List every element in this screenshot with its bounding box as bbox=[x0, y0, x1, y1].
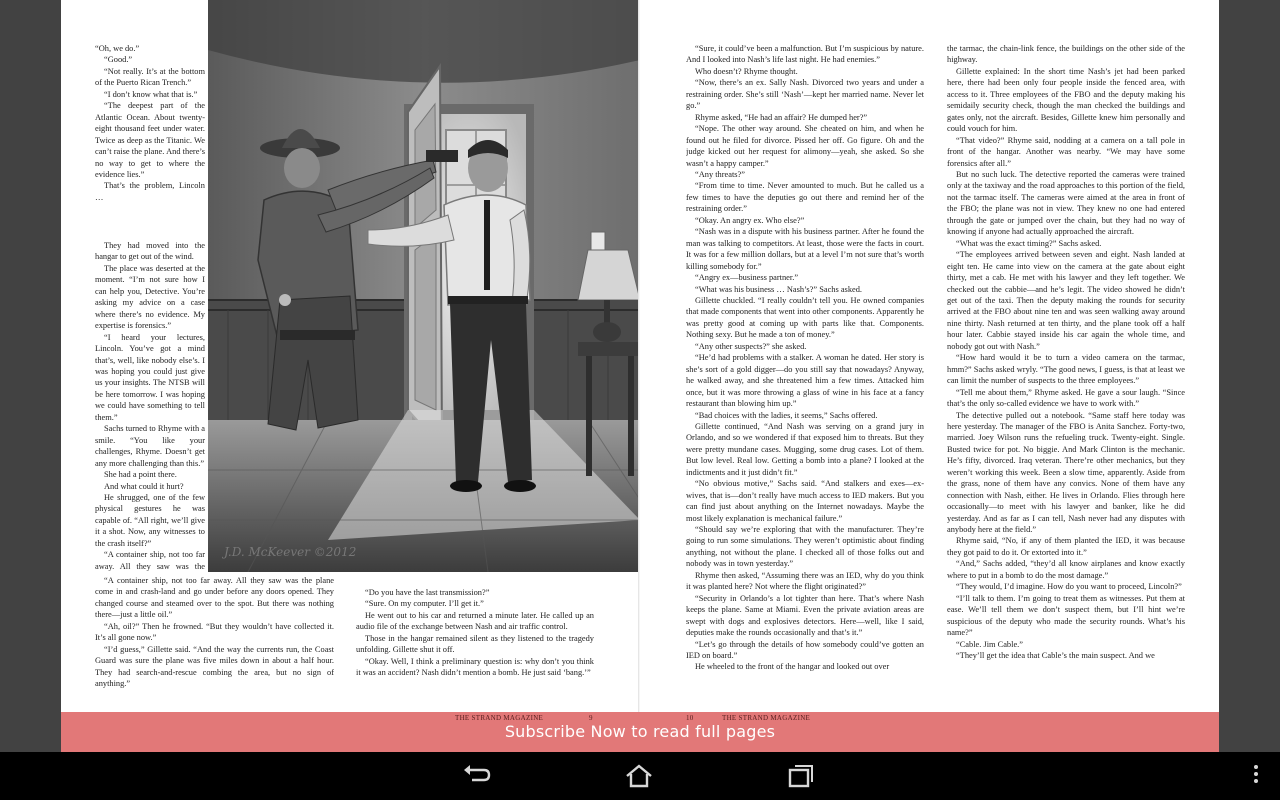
body-paragraph: “Do you have the last transmission?” bbox=[365, 588, 490, 597]
body-paragraph: “Sure. On my computer. I’ll get it.” bbox=[365, 599, 484, 609]
body-paragraph: “They would, I’d imagine. How do you want to proceed, Lincoln?” bbox=[956, 582, 1182, 592]
body-paragraph: “Now, there’s an ex. Sally Nash. Divorced two years and under a restraining order. She’s still ‘Nash’—kept her married name. Never let go.” bbox=[686, 78, 924, 111]
subscribe-label[interactable]: Subscribe Now to read full pages bbox=[504, 722, 776, 741]
text-column bbox=[95, 43, 205, 231]
text-column bbox=[95, 240, 205, 572]
body-paragraph: Gillette continued, “And Nash was serving on a grand jury in Orlando, and so we wondered if that exposed him to threats. But they were pretty mundane cases. Mugging, some drug cases. Lot of them. But low level. Real low. Getting a bomb into a plane? I looked at the indictments and it just didn’t fit.” bbox=[686, 421, 924, 477]
page-number: 10 bbox=[686, 714, 694, 722]
body-paragraph: “Cable. Jim Cable.” bbox=[956, 639, 1023, 649]
body-paragraph: “From time to time. Never amounted to much. But he called us a few times to have the deputies go out there and remind her of the restraining order.” bbox=[686, 181, 924, 214]
body-paragraph: Rhyme said, “No, if any of them planted the IED, it was because they got paid to do it. Or extorted into it.” bbox=[947, 536, 1185, 557]
text-column bbox=[947, 43, 1185, 693]
body-paragraph: “No obvious motive,” Sachs said. “And stalkers and exes—ex-wives, that is—don’t really have much access to IED makers. But you can find just about anything on the Internet nowadays. Maybe the most likely explanation is mechanical failure.” bbox=[686, 479, 924, 523]
body-paragraph: “Ah, oil?” Then he frowned. “But they wouldn’t have collected it. It’s all gone now.” bbox=[95, 621, 334, 643]
magazine-page-right[interactable] bbox=[640, 0, 1219, 712]
body-paragraph: He shrugged, one of the few physical gestures he was capable of. “All right, we’ll give it a shot. Now, any witnesses to the crash itself?” bbox=[95, 492, 205, 548]
body-paragraph: “I’d guess,” Gillette said. “And the way the currents run, the Coast Guard was sure the plane was five miles down in about a half hour. They had search-and-rescue combing the area, but no sign of anything.” bbox=[95, 644, 334, 689]
body-paragraph: “Any threats?” bbox=[695, 169, 745, 179]
body-paragraph: Rhyme then asked, “Assuming there was an IED, why do you think it was planted here? Not where the flight originated?” bbox=[686, 570, 924, 592]
body-paragraph: That’s the problem, Lincoln … bbox=[95, 181, 205, 202]
overflow-menu-button[interactable] bbox=[1244, 760, 1268, 792]
body-paragraph: “Tell me about them,” Rhyme asked. He gave a sour laugh. “Since that’s the only so-called evidence we have to work with.” bbox=[947, 387, 1185, 409]
story-illustration bbox=[208, 0, 640, 572]
body-paragraph: “Bad choices with the ladies, it seems,” Sachs offered. bbox=[695, 410, 878, 420]
body-paragraph: He wheeled to the front of the hangar and looked out over bbox=[695, 662, 890, 672]
body-paragraph: He went out to his car and returned a minute later. He called up an audio file of the exchange between Nash and air traffic control. bbox=[356, 610, 594, 632]
page-number: 9 bbox=[589, 714, 593, 722]
home-icon bbox=[624, 764, 654, 788]
body-paragraph: “Not really. It’s at the bottom of the Puerto Rican Trench.” bbox=[95, 66, 205, 88]
body-paragraph: But no such luck. The detective reported the cameras were trained only at the taxiway and the road approaches to this portion of the field, not the tarmac itself. The cameras were aimed at the area in front of the FBO; the plane was not in view. They knew no one had entered through the gate or jumped over the chain, but they had no way of knowing if anyone had actually approached the aircraft. bbox=[947, 169, 1185, 237]
body-paragraph: “A container ship, not too far away. All they saw was the plane come in and crash-land and go under before any doors opened. They changed course and steamed over to the spot. But there was nothing there—just a little oil.” bbox=[95, 576, 334, 620]
body-paragraph: “I’ll talk to them. I’m going to treat them as witnesses. Put them at ease. We’ll tell them we don’t suspect them, but I’ll hint we’re suspicious of the deputy who made the security rounds. What’s his name?” bbox=[947, 593, 1185, 638]
body-paragraph: “And,” Sachs added, “they’d all know airplanes and know exactly where to put in a bomb to do the most damage.” bbox=[947, 559, 1185, 580]
text-column bbox=[686, 43, 924, 693]
body-paragraph: “Okay. Well, I think a preliminary question is: why don’t you think it was an accident? Nash didn’t mention a bomb. He just said ‘bang.’” bbox=[356, 656, 594, 678]
body-paragraph: “Let’s go through the details of how somebody could’ve gotten an IED on board.” bbox=[686, 639, 924, 661]
body-paragraph: “I heard your lectures, Lincoln. You’ve got a mind that’s, well, like nobody else’s. I was hoping you could just give us your insights. The NTSB will be here tomorrow. I was hoping we could have something to tell them.” bbox=[95, 332, 205, 422]
body-paragraph: Rhyme asked, “He had an affair? He dumped her?” bbox=[695, 112, 868, 122]
home-button[interactable] bbox=[613, 760, 665, 792]
body-paragraph: Those in the hangar remained silent as they listened to the tragedy unfolding. Gillette shut it off. bbox=[356, 633, 594, 655]
body-paragraph: Gillette explained: In the short time Nash’s jet had been parked here, there had been only four people inside the fenced area, with access to it. Three employees of the FBO and the deputy making his semidaily security check, though the man checked the buildings and gates only, not the aircraft. Besides, Gillette knew him personally and could vouch for him. bbox=[947, 66, 1185, 134]
text-column bbox=[95, 575, 334, 693]
body-paragraph: Who doesn’t? Rhyme thought. bbox=[695, 66, 798, 76]
body-paragraph: “Any other suspects?” she asked. bbox=[695, 341, 807, 351]
body-paragraph: The place was deserted at the moment. “I’m not sure how I can help you, Detective. You’re asking my advice on a case where there’s no evidence. My expertise is forensics.” bbox=[95, 263, 205, 331]
body-paragraph: “The employees arrived between seven and eight. Nash landed at eight ten. He came into view on the camera at the gate about eight thirty, met a cab. He met with his lawyer and they left together. We checked out the cabbie—and he’s legit. The video showed he didn’t get out of the taxi. Then the deputy making the rounds for security arrived at the FBO about nine ten and was seen walking away around nine thirty. Nash returned at ten thirty, and the plane took off a half hour later. Cabbie stayed inside his car again the whole time, and nobody got out with Nash.” bbox=[947, 250, 1185, 351]
body-paragraph: “Okay. An angry ex. Who else?” bbox=[695, 215, 805, 225]
body-paragraph: “Nash was in a dispute with his business partner. After he found the man was talking to competitors. At least, those were the facts in court. It was for a few million dollars, but at a level I’m not sure that’s worth killing somebody for.” bbox=[686, 227, 924, 271]
body-paragraph: Sachs turned to Rhyme with a smile. “You like your challenges, Rhyme. Doesn’t get any more challenging than this.” bbox=[95, 424, 205, 468]
body-paragraph: “I don’t know what that is.” bbox=[104, 89, 198, 99]
body-paragraph: “They’ll get the idea that Cable’s the main suspect. And we bbox=[956, 651, 1155, 661]
body-paragraph: “Security in Orlando’s a lot tighter than here. That’s where Nash keeps the plane. Same at Miami. Even the private aviation areas are swept with dogs and explosives detectors. Here—well, like I said, deputies make the rounds occasionally and that’s it.” bbox=[686, 593, 924, 638]
body-paragraph: “He’d had problems with a stalker. A woman he dated. Her story is she’s sort of a gold digger—do you still say that nowadays? Anyway, he walked away, and she threatened him a few times. Attacked him once, but it was more throwing a glass of wine in his face at a fancy restaurant than blowing him up.” bbox=[686, 353, 924, 409]
magazine-footer-title: THE STRAND MAGAZINE bbox=[455, 714, 544, 722]
body-paragraph: “A container ship, not too far away. All they saw was the bbox=[95, 550, 205, 571]
body-paragraph: “That video?” Rhyme said, nodding at a camera on a tall pole in front of the hangar. Another was nearby. “We may have some forensics after all.” bbox=[947, 135, 1185, 168]
recents-icon bbox=[787, 764, 815, 788]
body-paragraph: “How hard would it be to turn a video camera on the tarmac, hmm?” Sachs asked wryly. “The good news, I guess, is that at least we can limit the number of suspects to the three employees.” bbox=[947, 353, 1185, 386]
body-paragraph: She had a point there. bbox=[104, 470, 177, 480]
text-column bbox=[356, 587, 594, 695]
body-paragraph: “Angry ex—business partner.” bbox=[695, 273, 799, 283]
body-paragraph: “The deepest part of the Atlantic Ocean. About twenty-eight thousand feet under water. Twice as deep as the Titanic. We can’t raise the plane. And there’s no way to get to where the evidence lies.” bbox=[95, 101, 205, 179]
body-paragraph: The detective pulled out a notebook. “Same staff here today was here yesterday. The manager of the FBO is Anita Sanchez. Forty-two, married. Joey Wilson runs the refueling truck. Twenty-eight. Single. Busted twice for pot. No biggie. And Mark Clinton is the mechanic. He’s fifty, divorced. Iraq veteran. There’re other mechanics, but they weren’t working this week. Been a slow time, apparently. Aside from the grass, none of them have any convics. None of them have any connection with Nash, either. He lives in Orlando. Flies through here occasionally—to meet with his lawyer and banker, like he did yesterday. And as far as I can tell, Nash never had any disputes with anybody here at the field.” bbox=[947, 410, 1185, 535]
magazine-footer-title: THE STRAND MAGAZINE bbox=[722, 714, 811, 722]
overflow-menu-icon bbox=[1253, 764, 1259, 784]
subscribe-banner[interactable] bbox=[61, 712, 1219, 752]
back-button[interactable] bbox=[451, 760, 503, 792]
system-navigation-bar bbox=[0, 752, 1280, 800]
illustration-signature: J.D. McKeever ©2012 bbox=[224, 545, 357, 559]
body-paragraph: “Sure, it could’ve been a malfunction. But I’m suspicious by nature. And I looked into Nash’s life last night. He had enemies.” bbox=[686, 44, 924, 65]
body-paragraph: the tarmac, the chain-link fence, the buildings on the other side of the highway. bbox=[947, 44, 1185, 65]
body-paragraph: “What was his business … Nash’s?” Sachs asked. bbox=[695, 284, 863, 294]
body-paragraph: “Good.” bbox=[104, 55, 133, 65]
body-paragraph: And what could it hurt? bbox=[104, 481, 184, 491]
body-paragraph: Gillette chuckled. “I really couldn’t tell you. He owned companies that made components that went into other components. Apparently he was pretty good at coming up with parts like that. Components. Nothing sexy. But he made a ton of money.” bbox=[686, 295, 924, 340]
body-paragraph: They had moved into the hangar to get out of the wind. bbox=[95, 241, 205, 262]
back-icon bbox=[462, 764, 492, 786]
body-paragraph: “What was the exact timing?” Sachs asked. bbox=[956, 238, 1102, 248]
body-paragraph: “Should say we’re exploring that with the manufacturer. They’re going to run some simulations. They weren’t optimistic about finding anything, not without the plane. I checked all of those folks out and nobody was in town yesterday.” bbox=[686, 525, 924, 569]
body-paragraph: “Nope. The other way around. She cheated on him, and when he found out he filed for divorce. Pissed her off. Go figure. Oh and the judge kicked out her request for alimony—yeah, she asked. So she wasn’t a happy camper.” bbox=[686, 124, 924, 168]
recents-button[interactable] bbox=[775, 760, 827, 792]
body-paragraph: “Oh, we do.” bbox=[95, 44, 140, 53]
